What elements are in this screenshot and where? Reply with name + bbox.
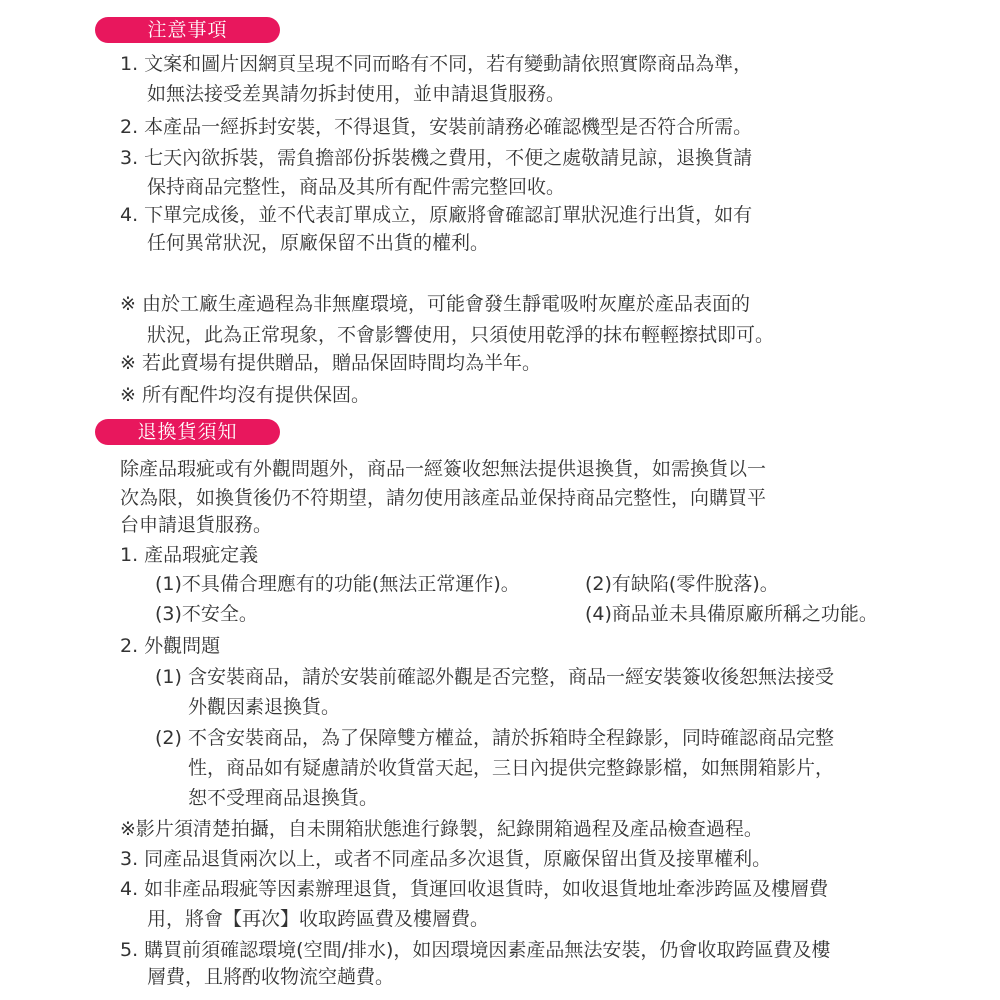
defect-d: (4)商品並未具備原廠所稱之功能。 bbox=[585, 603, 878, 625]
return-item-4-line-1: 4. 如非產品瑕疵等因素辦理退貨，貨運回收退貨時，如收退貨地址牽涉跨區及樓層費 bbox=[120, 878, 829, 900]
return-item-4-line-2: 用，將會【再次】收取跨區費及樓層費。 bbox=[147, 908, 490, 930]
return-intro-line-2: 次為限，如換貨後仍不符期望，請勿使用該產品並保持商品完整性，向購買平 bbox=[120, 487, 767, 509]
notice-note-2: ※ 若此賣場有提供贈品，贈品保固時間均為半年。 bbox=[120, 352, 541, 374]
return-item-1-title: 1. 產品瑕疵定義 bbox=[120, 544, 259, 566]
return-item-5-line-2: 層費，且將酌收物流空趟費。 bbox=[147, 966, 395, 988]
notice-item-4-line-1: 4. 下單完成後，並不代表訂單成立，原廠將會確認訂單狀況進行出貨，如有 bbox=[120, 204, 753, 226]
notice-item-1-line-2: 如無法接受差異請勿拆封使用，並申請退貨服務。 bbox=[147, 83, 566, 105]
appearance-p2-line-1: (2) 不含安裝商品，為了保障雙方權益，請於拆箱時全程錄影，同時確認商品完整 bbox=[155, 727, 834, 749]
return-item-5-line-1: 5. 購買前須確認環境(空間/排水)，如因環境因素產品無法安裝，仍會收取跨區費及樓 bbox=[120, 939, 831, 961]
video-note: ※影片須清楚拍攝，自未開箱狀態進行錄製，紀錄開箱過程及產品檢查過程。 bbox=[120, 818, 763, 840]
defect-c: (3)不安全。 bbox=[155, 603, 258, 625]
return-intro-line-3: 台申請退貨服務。 bbox=[120, 514, 273, 536]
notice-item-3-line-2: 保持商品完整性，商品及其所有配件需完整回收。 bbox=[147, 176, 566, 198]
notice-item-4-line-2: 任何異常狀況，原廠保留不出貨的權利。 bbox=[147, 232, 490, 254]
section-tag-return: 退換貨須知 bbox=[95, 419, 280, 445]
return-item-2-title: 2. 外觀問題 bbox=[120, 635, 221, 657]
appearance-p2-line-3: 恕不受理商品退換貨。 bbox=[188, 787, 379, 809]
defect-a: (1)不具備合理應有的功能(無法正常運作)。 bbox=[155, 573, 520, 595]
notice-item-2-line-1: 2. 本產品一經拆封安裝，不得退貨，安裝前請務必確認機型是否符合所需。 bbox=[120, 116, 753, 138]
notice-note-1-line-2: 狀況，此為正常現象，不會影響使用，只須使用乾淨的抹布輕輕擦拭即可。 bbox=[147, 324, 775, 346]
section-tag-notice: 注意事項 bbox=[95, 17, 280, 43]
defect-b: (2)有缺陷(零件脫落)。 bbox=[585, 573, 779, 595]
notice-item-1-line-1: 1. 文案和圖片因網頁呈現不同而略有不同，若有變動請依照實際商品為準， bbox=[120, 53, 753, 75]
notice-note-1-line-1: ※ 由於工廠生產過程為非無塵環境，可能會發生靜電吸咐灰塵於產品表面的 bbox=[120, 293, 750, 315]
notice-note-3: ※ 所有配件均沒有提供保固。 bbox=[120, 384, 370, 406]
return-item-3: 3. 同產品退貨兩次以上，或者不同產品多次退貨，原廠保留出貨及接單權利。 bbox=[120, 848, 772, 870]
appearance-p2-line-2: 性，商品如有疑慮請於收貨當天起，三日內提供完整錄影檔，如無開箱影片， bbox=[188, 757, 835, 779]
return-intro-line-1: 除產品瑕疵或有外觀問題外，商品一經簽收恕無法提供退換貨，如需換貨以一 bbox=[120, 458, 767, 480]
appearance-p1-line-1: (1) 含安裝商品，請於安裝前確認外觀是否完整，商品一經安裝簽收後恕無法接受 bbox=[155, 666, 834, 688]
appearance-p1-line-2: 外觀因素退換貨。 bbox=[188, 696, 341, 718]
notice-item-3-line-1: 3. 七天內欲拆裝，需負擔部份拆裝機之費用，不便之處敬請見諒，退換貨請 bbox=[120, 147, 753, 169]
